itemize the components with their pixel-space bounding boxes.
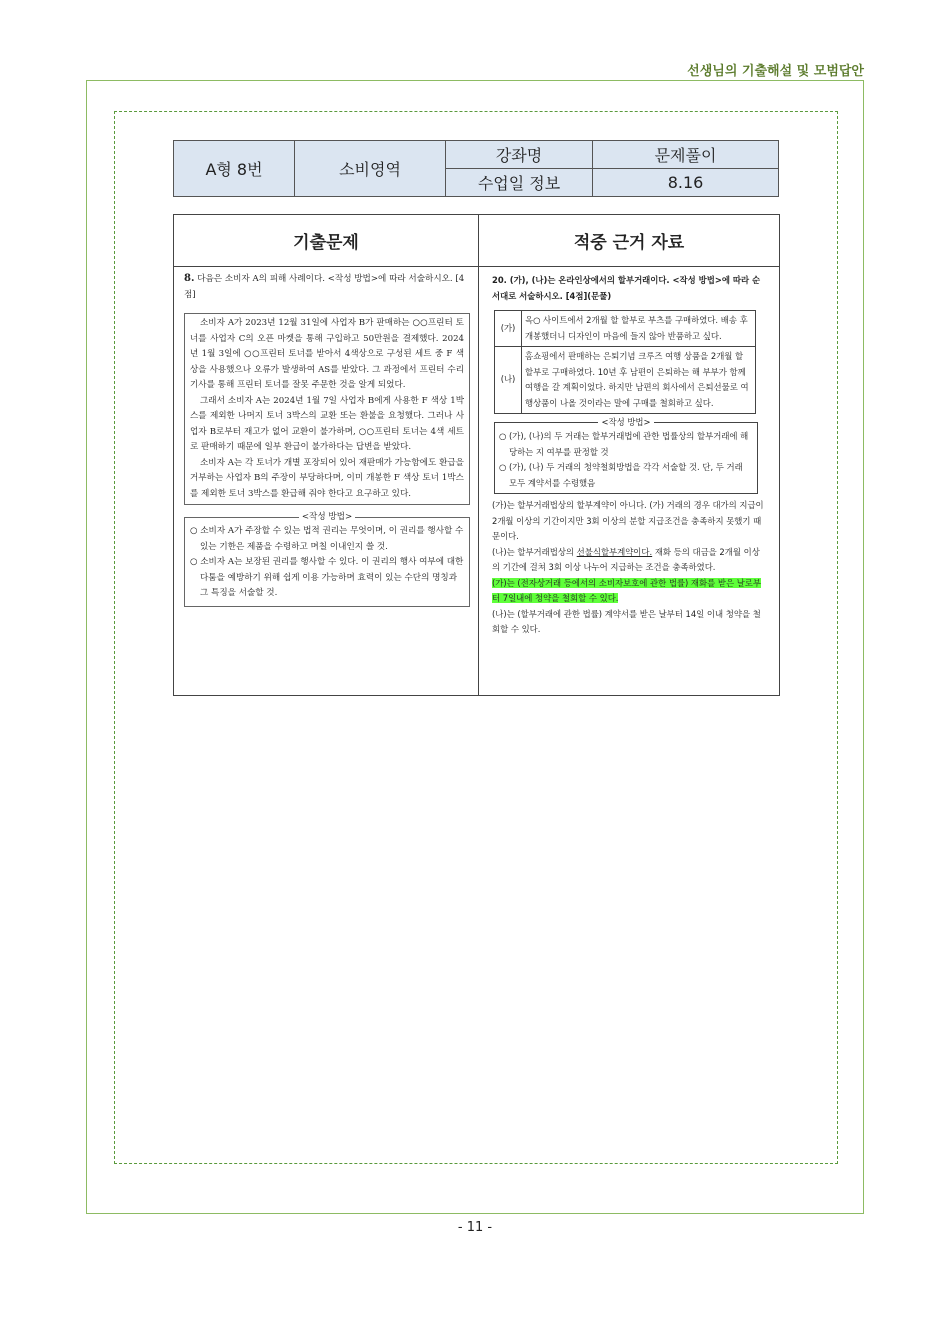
underlined-term: 선불식할부계약이다. — [576, 546, 653, 557]
answer-text — [492, 498, 764, 638]
case-label-na: (나) — [495, 347, 522, 414]
answer-line: (나)는 할부거래법상의 선불식할부계약이다. 재화 등의 대금을 2개월 이상의 기간에 걸쳐 3회 이상 나누어 지급하는 조건을 충족하였다. — [492, 546, 760, 572]
left-column-header: 기출문제 — [174, 215, 479, 267]
question-prompt: 다음은 소비자 A의 피해 사례이다. <작성 방법>에 따라 서술하시오. [4점] — [184, 274, 465, 300]
date-label: 수업일 정보 — [446, 169, 593, 197]
method-item: ○ 소비자 A는 보장된 권리를 행사할 수 있다. 이 권리의 행사 여부에 대한 다툼을 예방하기 위해 쉽게 이용 가능하며 효력이 있는 수단의 명칭과 그 특징을 서술할 것. — [190, 557, 464, 598]
case-paragraph: 소비자 A가 2023년 12월 31일에 사업자 B가 판매하는 ○○프린터 토너를 사업자 C의 오픈 마켓을 통해 구입하고 50만원을 결제했다. 2024년 1월 3일에 ○○프린터 토너를 받아서 4색상으로 구성된 세트 중 F 색상을 사용했으나 오류가 발생하여 AS를 받았다. 그 과정에서 프린터 수리기사를 통해 프린터 토너를 잘못 주문한 것을 알게 되었다. — [190, 318, 464, 390]
method-item: ○ (가), (나) 두 거래의 청약철회방법을 각각 서술할 것. 단, 두 거래 모두 계약서를 수령했음 — [499, 462, 743, 488]
course-value: 문제풀이 — [593, 141, 779, 169]
course-label: 강좌명 — [446, 141, 593, 169]
header-title: 선생님의 기출해설 및 모범답안 — [687, 64, 864, 79]
question-text — [184, 271, 470, 303]
info-table — [173, 140, 779, 197]
method-box — [184, 512, 470, 607]
case-table — [494, 310, 756, 414]
answer-line: (가)는 할부거래법상의 할부계약이 아니다. (가) 거래의 경우 대가의 지급이 2개월 이상의 기간이지만 3회 이상의 분할 지급조건을 충족하지 못했기 때문이다. — [492, 500, 764, 541]
evidence-question: 20. (가), (나)는 온라인상에서의 할부거래이다. <작성 방법>에 따라 순서대로 서술하시오. [4점](문풀) — [492, 275, 761, 301]
case-label-ga: (가) — [495, 311, 522, 347]
evidence-method-title: <작성 방법> — [495, 415, 757, 431]
exam-question — [184, 271, 470, 607]
page-number: - 11 - — [457, 1220, 493, 1235]
type-number: A형 8번 — [174, 141, 295, 197]
case-text-na: 홈쇼핑에서 판매하는 은퇴기념 크루즈 여행 상품을 2개월 할 할부로 구매하였다. 10년 후 남편이 은퇴하는 해 부부가 함께 여행을 갈 계획이었다. 하지만 남편의 회사에서 은퇴선물로 여행상품이 나올 것이라는 말에 구매를 철회하고 싶다. — [522, 347, 756, 414]
question-number: 8. — [184, 273, 195, 284]
main-table — [173, 214, 780, 696]
date-value: 8.16 — [593, 169, 779, 197]
method-title: <작성 방법> — [185, 510, 469, 526]
method-item: ○ 소비자 A가 주장할 수 있는 법적 권리는 무엇이며, 이 권리를 행사할 수 있는 기한은 제품을 수령하고 며칠 이내인지 쓸 것. — [190, 526, 464, 552]
case-box — [184, 313, 470, 505]
answer-line: (나)는 (할부거래에 관한 법률) 계약서를 받은 날부터 14일 이내 청약을 철회할 수 있다. — [492, 608, 761, 634]
evidence-method-box — [494, 417, 758, 494]
right-column-header: 적중 근거 자료 — [479, 215, 779, 267]
column-divider — [478, 267, 479, 695]
area: 소비영역 — [295, 141, 446, 197]
answer-line-highlighted: (가)는 (전자상거래 등에서의 소비자보호에 관한 법률) 재화를 받은 날로부터 7일내에 청약을 철회할 수 있다. — [492, 577, 761, 603]
case-paragraph: 그래서 소비자 A는 2024년 1월 7일 사업자 B에게 사용한 F 색상 1박스를 제외한 나머지 토너 3박스의 교환 또는 환불을 요청했다. 그러나 사업자 B로부터 재고가 없어 교환이 불가하며, ○○프린터 토너는 4색 세트로 판매하기 때문에 일부 환급이 불가하다는 답변을 받았다. — [190, 395, 464, 452]
evidence-material — [492, 273, 764, 638]
method-item: ○ (가), (나)의 두 거래는 할부거래법에 관한 법률상의 할부거래에 해당하는 지 여부를 판정할 것 — [499, 431, 749, 457]
case-paragraph: 소비자 A는 각 토너가 개별 포장되어 있어 재판매가 가능함에도 환급을 거부하는 사업자 B의 주장이 부당하다며, 이미 개봉한 F 색상 토너 1박스를 제외한 토너 3박스를 환급해 줘야 한다고 요구하고 있다. — [190, 457, 464, 499]
case-text-ga: 옥○ 사이트에서 2개월 할 할부로 부츠를 구매하였다. 배송 후 개봉했더니 디자인이 마음에 들지 않아 반품하고 싶다. — [522, 311, 756, 347]
